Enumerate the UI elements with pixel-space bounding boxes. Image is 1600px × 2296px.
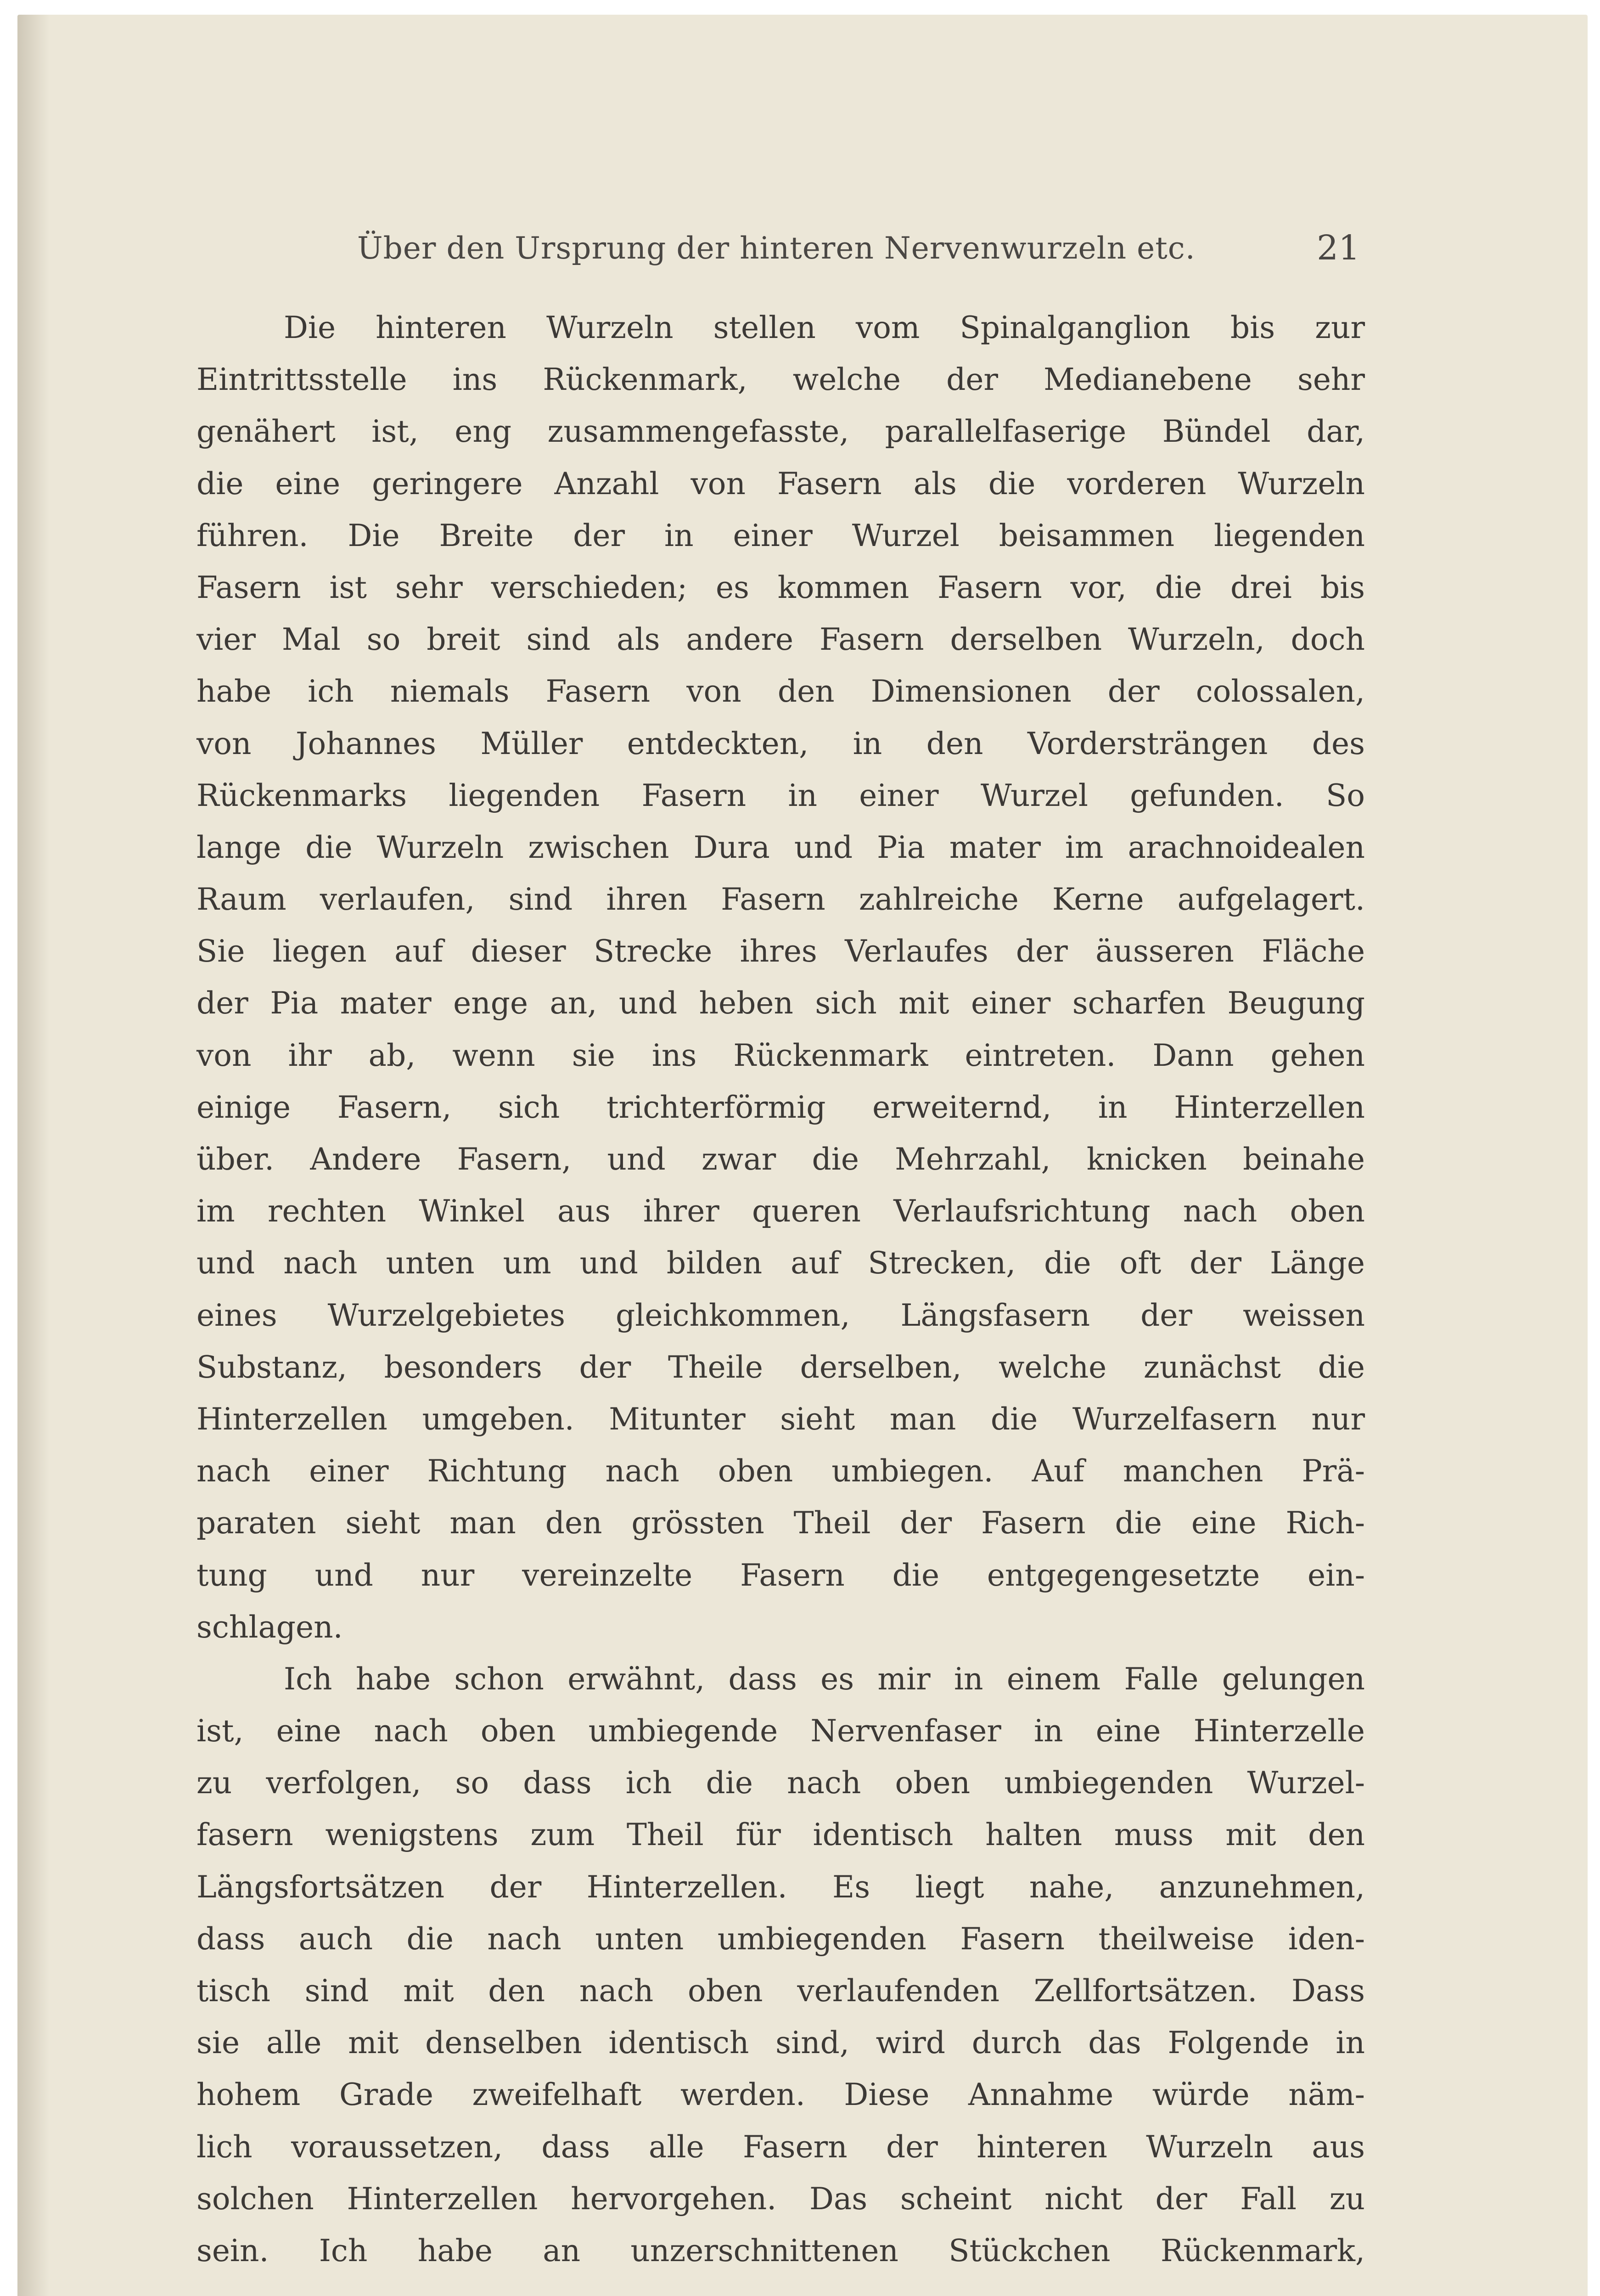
text-line: solchen Hinterzellen hervorgehen. Das scheint nicht der Fall zu (196, 2181, 1365, 2217)
text-line: paraten sieht man den grössten Theil der Fasern die eine Rich- (196, 1505, 1365, 1541)
text-line: Ich habe schon erwähnt, dass es mir in einem Falle gelungen (284, 1661, 1365, 1697)
text-line: von ihr ab, wenn sie ins Rückenmark eintreten. Dann gehen (196, 1037, 1365, 1073)
text-line: Längsfortsätzen der Hinterzellen. Es liegt nahe, anzunehmen, (196, 1869, 1365, 1905)
text-line: Die hinteren Wurzeln stellen vom Spinalganglion bis zur (284, 310, 1365, 345)
text-line: genähert ist, eng zusammengefasste, parallelfaserige Bündel dar, (196, 414, 1365, 450)
text-line: einige Fasern, sich trichterförmig erweiternd, in Hinterzellen (196, 1089, 1365, 1125)
text-line: Rückenmarks liegenden Fasern in einer Wurzel gefunden. So (196, 777, 1365, 813)
text-line: die eine geringere Anzahl von Fasern als die vorderen Wurzeln (196, 466, 1365, 501)
text-line: Eintrittsstelle ins Rückenmark, welche der Medianebene sehr (196, 362, 1365, 398)
page-number: 21 (1317, 228, 1360, 268)
text-line: führen. Die Breite der in einer Wurzel beisammen liegenden (196, 518, 1365, 553)
text-line: nach einer Richtung nach oben umbiegen. Auf manchen Prä- (196, 1453, 1365, 1489)
text-line: tisch sind mit den nach oben verlaufenden Zellfortsätzen. Dass (196, 1973, 1365, 2009)
text-line: zu verfolgen, so dass ich die nach oben umbiegenden Wurzel- (196, 1765, 1365, 1801)
text-line: tung und nur vereinzelte Fasern die entgegengesetzte ein- (196, 1557, 1365, 1593)
text-line: Sie liegen auf dieser Strecke ihres Verlaufes der äusseren Fläche (196, 934, 1365, 969)
text-line: über. Andere Fasern, und zwar die Mehrzahl, knicken beinahe (196, 1142, 1365, 1177)
text-line: sein. Ich habe an unzerschnittenen Stückchen Rückenmark, (196, 2233, 1365, 2268)
running-header: Über den Ursprung der hinteren Nervenwurzeln etc. (357, 231, 1196, 266)
text-line: lich voraussetzen, dass alle Fasern der hinteren Wurzeln aus (196, 2129, 1365, 2165)
text-line: und nach unten um und bilden auf Strecken, die oft der Länge (196, 1245, 1365, 1281)
text-line: fasern wenigstens zum Theil für identisch halten muss mit den (196, 1817, 1365, 1853)
text-line: hohem Grade zweifelhaft werden. Diese Annahme würde näm- (196, 2077, 1365, 2113)
body-text (196, 302, 1365, 2277)
text-line: Fasern ist sehr verschieden; es kommen Fasern vor, die drei bis (196, 569, 1365, 605)
text-line: Raum verlaufen, sind ihren Fasern zahlreiche Kerne aufgelagert. (196, 882, 1365, 917)
page-edge-shadow (17, 15, 50, 2296)
text-line: im rechten Winkel aus ihrer queren Verlaufsrichtung nach oben (196, 1193, 1365, 1229)
text-line: eines Wurzelgebietes gleichkommen, Längsfasern der weissen (196, 1297, 1365, 1333)
text-line: sie alle mit denselben identisch sind, wird durch das Folgende in (196, 2025, 1365, 2061)
text-line: habe ich niemals Fasern von den Dimensionen der colossalen, (196, 674, 1365, 709)
text-line: von Johannes Müller entdeckten, in den Vordersträngen des (196, 726, 1365, 761)
text-line: Hinterzellen umgeben. Mitunter sieht man die Wurzelfasern nur (196, 1401, 1365, 1437)
text-line: lange die Wurzeln zwischen Dura und Pia mater im arachnoidealen (196, 829, 1365, 865)
text-line: ist, eine nach oben umbiegende Nervenfaser in eine Hinterzelle (196, 1713, 1365, 1749)
text-line: der Pia mater enge an, und heben sich mit einer scharfen Beugung (196, 985, 1365, 1021)
text-line: dass auch die nach unten umbiegenden Fasern theilweise iden- (196, 1921, 1365, 1957)
text-line: schlagen. (196, 1609, 343, 1645)
book-page (17, 15, 1588, 2296)
text-line: Substanz, besonders der Theile derselben, welche zunächst die (196, 1349, 1365, 1385)
text-line: vier Mal so breit sind als andere Fasern derselben Wurzeln, doch (196, 622, 1365, 658)
